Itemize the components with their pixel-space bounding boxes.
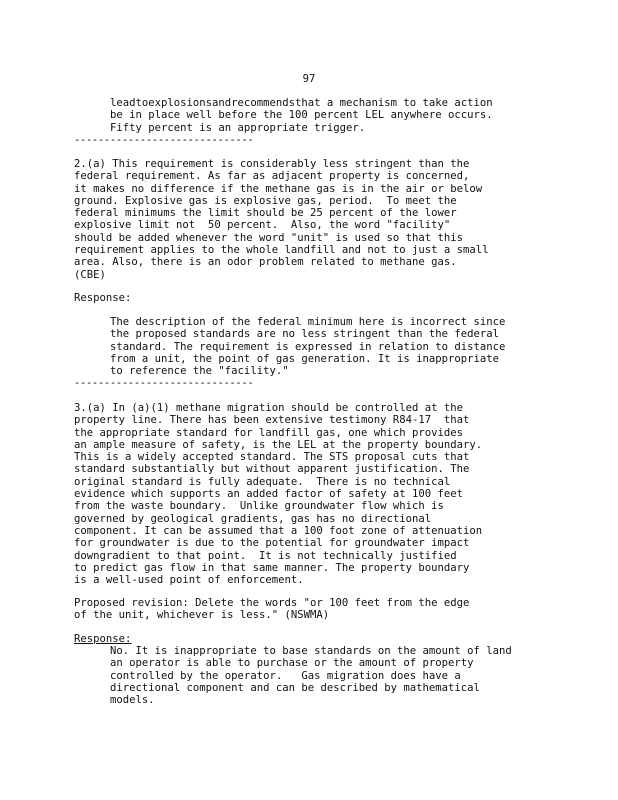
text-line: to reference the "facility." <box>110 365 289 378</box>
text-line: models. <box>110 694 155 707</box>
text-line: governed by geological gradients, gas has no directional <box>74 512 432 525</box>
intro-paragraph <box>74 97 590 134</box>
text-line: area. Also, there is an odor problem related to methane gas. <box>74 256 457 269</box>
text-line: Fifty percent is an appropriate trigger. <box>110 121 366 134</box>
text-line: controlled by the operator. Gas migration does have a <box>110 669 461 682</box>
text-line: federal minimums the limit should be 25 percent of the lower <box>74 207 457 220</box>
text-line: the appropriate standard for landfill gas, one which provides <box>74 426 464 439</box>
text-line: component. It can be assumed that a 100 foot zone of attenuation <box>74 524 483 537</box>
response-label-2: Response: <box>74 292 132 304</box>
comment-item-3 <box>74 402 590 586</box>
text-line: ground. Explosive gas is explosive gas, period. To meet the <box>74 194 457 207</box>
text-line: standard substantially but without apparent justification. The <box>74 463 470 476</box>
text-line: it makes no difference if the methane gas is in the air or below <box>74 182 483 195</box>
text-line: 3.(a) In (a)(1) methane migration should be controlled at the <box>74 402 464 414</box>
text-line: to predict gas flow in that same manner. The property boundary <box>74 561 470 574</box>
response-paragraph-2 <box>74 316 590 377</box>
text-line: federal requirement. As far as adjacent property is concerned, <box>74 170 470 183</box>
text-line: leadtoexplosionsandrecommendsthat a mechanism to take action <box>110 97 493 109</box>
comment-item-2 <box>74 158 590 281</box>
separator-line: ------------------------------ <box>74 377 254 389</box>
text-line: The description of the federal minimum here is incorrect since <box>110 316 506 328</box>
response-label-3: Response: <box>74 633 132 645</box>
page-number: 97 <box>302 73 316 85</box>
text-line: from the waste boundary. Unlike groundwater flow which is <box>74 500 444 513</box>
text-line: directional component and can be described by mathematical <box>110 681 480 694</box>
text-line: standard. The requirement is expressed in relation to distance <box>110 340 506 353</box>
text-line: an ample measure of safety, is the LEL at the property boundary. <box>74 438 483 451</box>
text-line: is a well-used point of enforcement. <box>74 574 304 587</box>
text-line: explosive limit not 50 percent. Also, the word "facility" <box>74 219 451 232</box>
text-line: requirement applies to the whole landfill and not to just a small <box>74 244 489 257</box>
text-line: No. It is inappropriate to base standards on the amount of land <box>110 645 512 657</box>
text-line: original standard is fully adequate. There is no technical <box>74 475 451 488</box>
text-line: be in place well before the 100 percent LEL anywhere occurs. <box>110 109 493 122</box>
text-line: for groundwater is due to the potential for groundwater impact <box>74 537 470 550</box>
response-paragraph-3 <box>74 645 590 706</box>
text-line: Proposed revision: Delete the words "or 100 feet from the edge <box>74 597 470 609</box>
proposed-revision <box>74 597 590 622</box>
text-line: an operator is able to purchase or the amount of property <box>110 657 474 670</box>
text-line: 2.(a) This requirement is considerably less stringent than the <box>74 158 470 170</box>
text-line: of the unit, whichever is less." (NSWMA) <box>74 609 330 622</box>
separator-line: ------------------------------ <box>74 134 254 146</box>
text-line: property line. There has been extensive testimony R84-17 that <box>74 414 470 427</box>
text-line: evidence which supports an added factor of safety at 100 feet <box>74 488 464 501</box>
text-line: (CBE) <box>74 268 106 281</box>
text-line: should be added whenever the word "unit" is used so that this <box>74 231 464 244</box>
text-line: downgradient to that point. It is not technically justified <box>74 549 457 562</box>
text-line: the proposed standards are no less stringent than the federal <box>110 328 500 341</box>
text-line: This is a widely accepted standard. The STS proposal cuts that <box>74 451 470 464</box>
text-line: from a unit, the point of gas generation. It is inappropriate <box>110 352 500 365</box>
